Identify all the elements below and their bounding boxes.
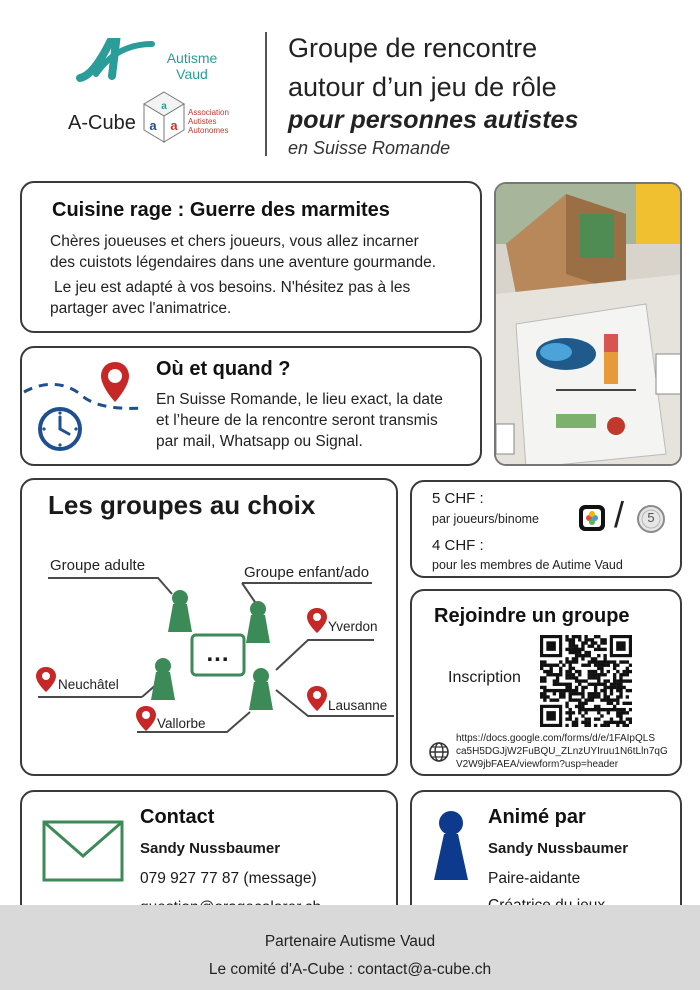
coin-value: 5 xyxy=(647,510,655,525)
inscription-label: Inscription xyxy=(448,669,521,686)
globe-icon xyxy=(428,741,450,763)
title-line1: Groupe de rencontre xyxy=(288,33,538,63)
autisme-vaud-logo-text xyxy=(152,50,232,82)
game-para2 xyxy=(50,277,411,319)
game-photo xyxy=(494,182,682,466)
assoc-line3: Autonomes xyxy=(188,126,229,135)
acube-label: A-Cube xyxy=(68,112,136,134)
title-line4: en Suisse Romande xyxy=(288,138,451,158)
city-vallorbe: Vallorbe xyxy=(157,716,206,731)
logo-autisme-line2: Vaud xyxy=(176,66,208,82)
label-groupe-enfant: Groupe enfant/ado xyxy=(244,564,370,581)
assoc-line1: Association xyxy=(188,108,229,117)
map-pin-lausanne xyxy=(307,686,327,711)
game-para2-line1: Le jeu est adapté à vos besoins. N'hésitez pas à les xyxy=(54,279,411,296)
svg-text:a: a xyxy=(149,118,157,133)
join-card xyxy=(410,589,682,776)
where-title: Où et quand ? xyxy=(156,358,291,380)
header xyxy=(0,0,700,170)
game-para1-line1: Chères joueuses et chers joueurs, vous allez incarner xyxy=(50,233,419,250)
contact-card xyxy=(20,790,398,920)
where-line3: par mail, Whatsapp ou Signal. xyxy=(156,433,363,450)
anim-card xyxy=(410,790,682,920)
pawn-icon-1 xyxy=(168,590,192,632)
anim-title: Animé par xyxy=(488,806,586,828)
groups-card xyxy=(20,478,398,776)
where-line1: En Suisse Romande, le lieu exact, la date xyxy=(156,391,443,408)
pawn-icon-2 xyxy=(246,601,270,643)
map-pin-neuchatel xyxy=(36,667,56,692)
contact-title: Contact xyxy=(140,806,215,828)
logo-autisme-line1: Autisme xyxy=(166,50,218,66)
game-title: Cuisine rage : Guerre des marmites xyxy=(52,199,390,221)
center-ellipsis: ... xyxy=(206,640,230,667)
where-line2: et l’heure de la rencontre seront transmis xyxy=(156,412,438,429)
contact-phone[interactable]: 079 927 77 87 (message) xyxy=(140,870,317,887)
autisme-vaud-logo xyxy=(76,34,156,88)
city-yverdon: Yverdon xyxy=(328,619,378,634)
groups-title: Les groupes au choix xyxy=(48,490,316,520)
svg-text:a: a xyxy=(170,118,178,133)
map-pin-icon xyxy=(98,360,132,404)
city-neuchatel: Neuchâtel xyxy=(58,677,119,692)
anim-role1: Paire-aidante xyxy=(488,870,581,887)
price-separator: / xyxy=(614,494,625,535)
anim-name: Sandy Nussbaumer xyxy=(488,840,629,857)
url-line2[interactable]: ca5H5DGJjW2FuBQU_ZLnzUYIruu1N6tLln7qG xyxy=(456,746,668,757)
label-groupe-adulte: Groupe adulte xyxy=(50,557,146,574)
assoc-line2: Autistes xyxy=(188,117,217,126)
clock-icon xyxy=(36,405,84,453)
price1: 5 CHF : xyxy=(432,490,484,507)
twint-icon xyxy=(578,504,606,532)
header-divider xyxy=(265,32,267,156)
contact-name: Sandy Nussbaumer xyxy=(140,840,281,857)
price2-desc: pour les membres de Autime Vaud xyxy=(432,558,623,572)
pawn-icon-4 xyxy=(249,668,273,710)
svg-text:a: a xyxy=(161,101,167,112)
price1-desc: par joueurs/binome xyxy=(432,512,540,526)
city-lausanne: Lausanne xyxy=(328,698,388,713)
acube-association-text xyxy=(188,108,229,135)
footer xyxy=(0,905,700,990)
url-line3[interactable]: V2W9jbFAEA/viewform?usp=header xyxy=(456,759,619,770)
game-para1-line2: des cuistots légendaires dans une aventure gourmande. xyxy=(50,254,437,271)
game-para1 xyxy=(50,231,436,273)
price2: 4 CHF : xyxy=(432,537,484,554)
envelope-icon xyxy=(42,820,124,882)
where-text xyxy=(156,389,443,452)
game-card xyxy=(20,181,482,333)
join-title: Rejoindre un groupe xyxy=(434,605,630,627)
qr-code[interactable] xyxy=(540,635,632,727)
pawn-icon-3 xyxy=(151,658,175,700)
title-line3: pour personnes autistes xyxy=(288,106,579,134)
pawn-blue-icon xyxy=(432,810,470,882)
map-pin-yverdon xyxy=(307,608,327,633)
footer-committee[interactable]: Le comité d'A-Cube : contact@a-cube.ch xyxy=(208,961,492,978)
game-para2-line2: partager avec l'animatrice. xyxy=(50,300,232,317)
map-pin-vallorbe xyxy=(136,706,156,731)
title-line2: autour d’un jeu de rôle xyxy=(288,72,557,102)
game-photo-illustration xyxy=(496,184,682,466)
acube-cube-logo xyxy=(142,90,186,146)
price-card xyxy=(410,480,682,578)
footer-partner: Partenaire Autisme Vaud xyxy=(264,933,436,950)
url-line1[interactable]: https://docs.google.com/forms/d/e/1FAIpQLS xyxy=(456,733,655,744)
join-url[interactable] xyxy=(456,732,668,771)
